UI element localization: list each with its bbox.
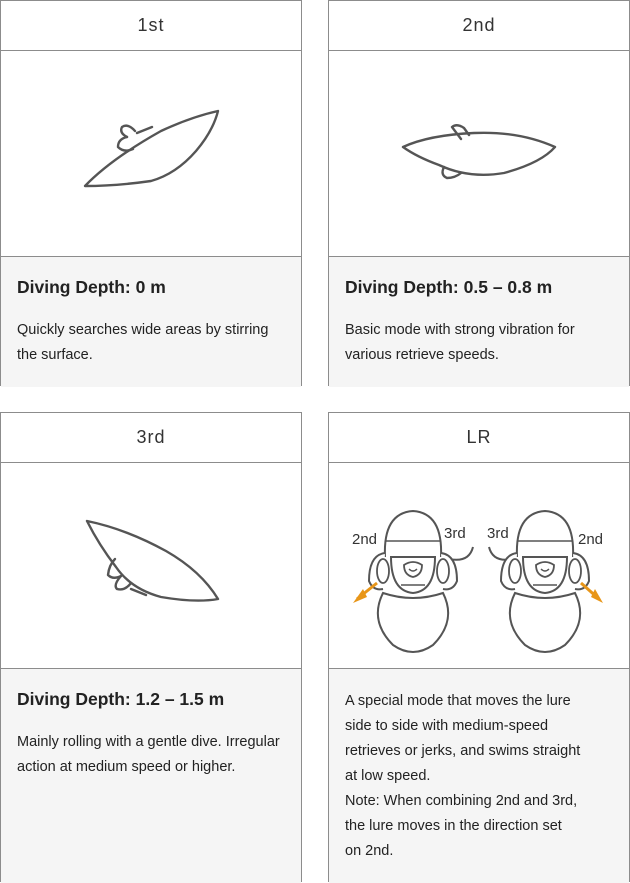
lr-label-left-2nd: 2nd: [352, 531, 378, 548]
lure-3rd-icon: [1, 463, 301, 668]
mode-card-2nd: [328, 0, 630, 386]
lr-description-line: A special mode that moves the lure: [345, 693, 571, 709]
lr-description-line: retrieves or jerks, and swims straight: [345, 743, 581, 759]
mode-title: 1st: [1, 1, 301, 51]
lure-illustration: [1, 463, 301, 669]
mode-title: 2nd: [329, 1, 629, 51]
lr-description-line: at low speed.: [345, 768, 431, 784]
lr-description-line: side to side with medium-speed: [345, 718, 549, 734]
depth-value: 1.2 – 1.5 m: [135, 689, 225, 709]
lure-2nd-icon: [329, 51, 629, 256]
mode-title: LR: [329, 413, 629, 463]
mode-card-1st: [0, 0, 302, 386]
lure-1st-icon: [1, 51, 301, 256]
lr-description: [345, 689, 613, 864]
depth-label: Diving Depth:: [17, 689, 131, 709]
mode-description: Basic mode with strong vibration for various retrieve speeds.: [345, 322, 575, 363]
lr-label-right-2nd: 2nd: [578, 531, 604, 548]
diving-depth: [17, 689, 285, 710]
diving-depth: [17, 277, 285, 298]
depth-label: Diving Depth:: [345, 277, 459, 297]
lr-description-line: on 2nd.: [345, 843, 394, 859]
diving-depth: [345, 277, 613, 298]
lr-label-right-3rd: 3rd: [487, 525, 509, 542]
lure-illustration: [1, 51, 301, 257]
mode-card-lr: [328, 412, 630, 882]
lure-illustration: [329, 51, 629, 257]
depth-label: Diving Depth:: [17, 277, 131, 297]
depth-value: 0 m: [135, 277, 166, 297]
depth-value: 0.5 – 0.8 m: [463, 277, 553, 297]
mode-description: Quickly searches wide areas by stirring the surface.: [17, 322, 269, 363]
lr-label-left-3rd: 3rd: [444, 525, 466, 542]
lr-description-line: the lure moves in the direction set: [345, 818, 562, 834]
mode-description: Mainly rolling with a gentle dive. Irregular action at medium speed or higher.: [17, 734, 280, 775]
lr-lure-diagram-icon: [329, 463, 629, 668]
lr-description-line: Note: When combining 2nd and 3rd,: [345, 793, 578, 809]
mode-title: 3rd: [1, 413, 301, 463]
lr-diagram: [329, 463, 629, 669]
mode-card-3rd: [0, 412, 302, 882]
